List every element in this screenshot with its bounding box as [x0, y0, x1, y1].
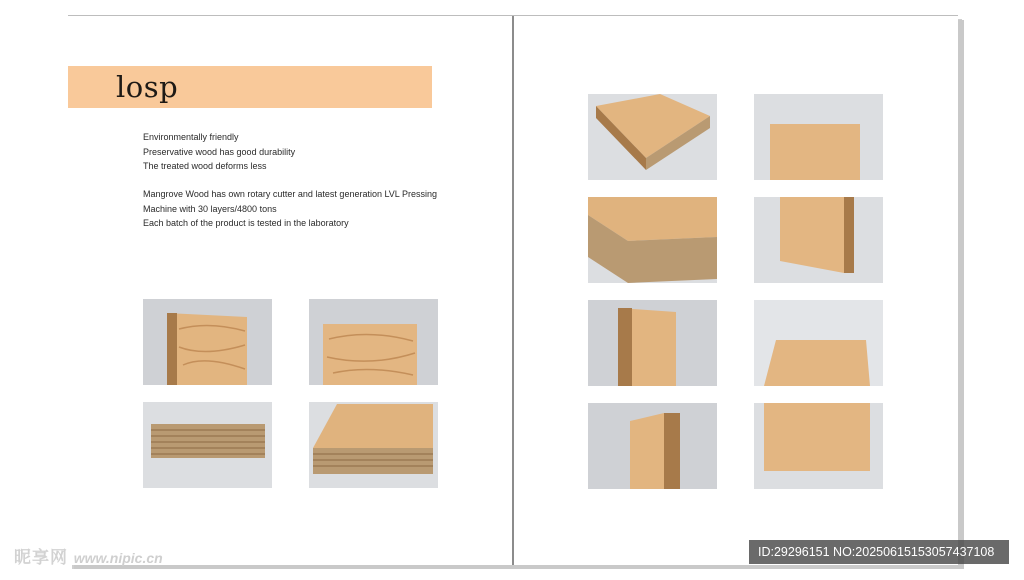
product-photo-right-5 [588, 300, 717, 386]
watermark-url: www.nipic.cn [73, 550, 163, 566]
feature-line: The treated wood deforms less [143, 161, 267, 171]
watermark [14, 543, 163, 568]
product-photo-right-3 [588, 197, 717, 283]
production-line: Machine with 30 layers/4800 tons [143, 203, 277, 214]
product-photo-panel-front [309, 299, 438, 385]
title-band [68, 66, 432, 108]
product-photo-right-1 [588, 94, 717, 180]
page-spine [512, 16, 514, 566]
product-photo-right-8 [754, 403, 883, 489]
production-text [143, 187, 437, 231]
product-photo-panel-edge [143, 299, 272, 385]
production-line: Mangrove Wood has own rotary cutter and latest generation LVL Pressing [143, 189, 437, 199]
features-text [143, 130, 295, 174]
watermark-brand: 昵享网 [14, 548, 68, 567]
product-photo-right-6 [754, 300, 883, 386]
page-shadow-bottom [74, 565, 964, 569]
product-photo-right-2 [754, 94, 883, 180]
product-photo-stack-angle [309, 402, 438, 488]
product-photo-right-4 [754, 197, 883, 283]
page-shadow-right [958, 20, 964, 568]
production-line: Each batch of the product is tested in the laboratory [143, 218, 349, 228]
feature-line: Environmentally friendly [143, 132, 239, 142]
image-id-bar: ID:29296151 NO:20250615153057437108 [749, 540, 1009, 564]
product-photo-right-7 [588, 403, 717, 489]
product-photo-stack-side [143, 402, 272, 488]
page-title: losp [116, 70, 179, 104]
feature-line: Preservative wood has good durability [143, 146, 296, 157]
